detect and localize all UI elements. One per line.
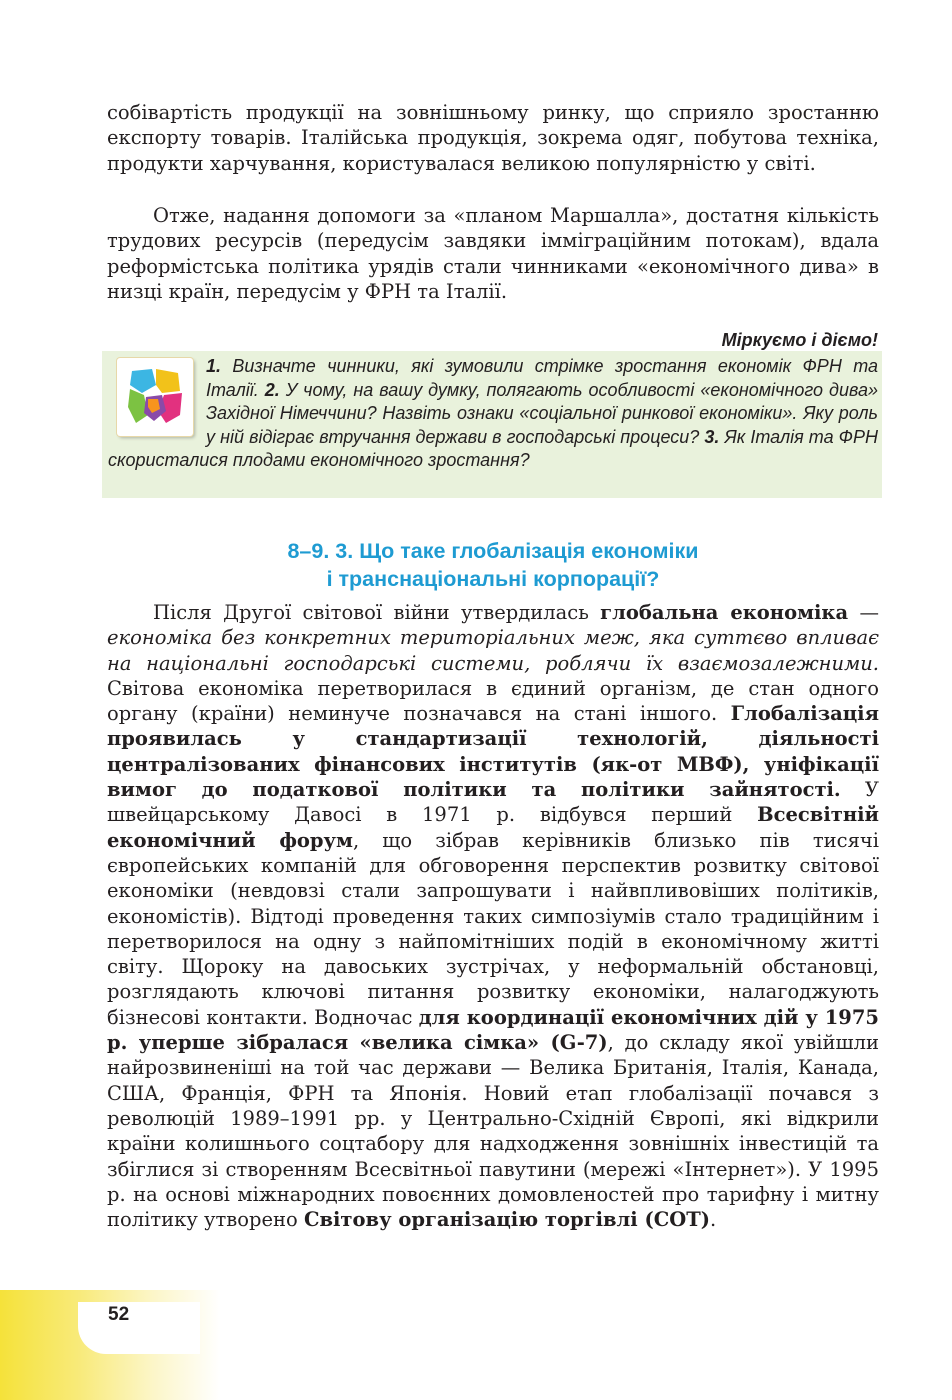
- body-text: , що зібрав керівників близько пів тисячі європейських компаній для обговорення перспектив розвитку світової економіки (невдовзі стали запрошувати і найвпливовіших політиків, економістів). Відтоді проведення таких симпозіумів стало традиційним і перетворилося на одну з найпомітніших подій в економічному житті світу. Щороку на давоських зустрічах, у неформальній обстановці, розглядають ключові питання розвитку економіки, налагоджують бізнесові контакти. Водночас: [107, 828, 879, 1029]
- term-g7: для координації економічних дій у 1975 р. уперше зібралася «велика сімка» (G-7): [107, 1005, 879, 1055]
- page-number: 52: [108, 1304, 130, 1325]
- term-globalization: Глобалізація проявилась у стандартизації технологій, діяльності централізованих фінансових інститутів (як-от МВФ), уніфікації вимог до податкової політики та політики зайнятості.: [107, 702, 879, 802]
- body-text: Після Другої світової війни утвердилась: [153, 601, 601, 624]
- section-heading-line-2: і транснаціональні корпорації?: [326, 567, 660, 591]
- body-text: —: [848, 601, 879, 624]
- question-2-text: У чому, на вашу думку, полягають особливості «економічного дива» Західної Німеччини? Назвіть ознаки «соціальної ринкової економіки». Яку роль у ній відіграє втручання держави в господарські процеси?: [206, 379, 878, 447]
- body-text: Світова економіка перетворилася в єдиний організм, де стан одного органу (країни) неминуче позначався на стані іншого.: [107, 676, 879, 726]
- question-2-number: 2.: [264, 379, 280, 400]
- intro-paragraph-1: собівартість продукції на зовнішньому ринку, що сприяло зростанню експорту товарів. Італійська продукція, зокрема одяг, побутова техніка, продукти харчування, користувалася великою популярністю у світі.: [107, 101, 879, 175]
- term-world-economic-forum: Всесвітній економічний форум: [107, 803, 879, 852]
- question-3-number: 3.: [704, 426, 720, 447]
- body-text: , до складу якої увійшли найрозвиненіші на той час держави — Велика Британія, Італія, Канада, США, Франція, ФРН та Японія. Новий етап глобалізації почався з революцій 1989–1991 рр. у Центрально-Східній Європі, які відкрили країни колишнього соцтабору для надходження зовнішніх інвестицій та збіглися зі створенням Всесвітньої павутини (мережі «Інтернет»). У 1995 р. на основі міжнародних повоєнних домовленостей про тарифну і митну політику утворено: [107, 1031, 879, 1232]
- term-global-economy: глобальна економіка: [600, 601, 849, 624]
- body-paragraph: [107, 600, 879, 1232]
- term-wto: Світову організацію торгівлі (СОТ): [303, 1208, 710, 1232]
- question-1-text: Визначте чинники, які зумовили стрімке зростання економік ФРН та Італії.: [206, 356, 878, 400]
- intro-paragraph-2: Отже, надання допомоги за «планом Маршалла», достатня кількість трудових ресурсів (передусім завдяки імміграційним потокам), вдала реформістська політика урядів стали чинниками «економічного дива» в низці країн, передусім у ФРН та Італії.: [107, 204, 879, 303]
- body-text: У швейцарському Давосі в 1971 р. відбувся перший: [107, 778, 879, 827]
- section-heading-line-1: 8–9. 3. Що таке глобалізація економіки: [287, 539, 699, 563]
- body-text: .: [709, 1208, 717, 1232]
- definition-global-economy: економіка без конкретних територіальних меж, яка суттєво впливає на національні господарські системи, роблячи їх взаємозалежними.: [107, 626, 879, 675]
- hands-puzzle-icon-front: [117, 358, 193, 436]
- question-3-text: Як Італія та ФРН скористалися плодами економічного зростання?: [108, 426, 878, 471]
- section-heading: [107, 537, 879, 593]
- page-number-tab: [78, 1302, 200, 1354]
- think-act-title: Міркуємо і діємо!: [721, 330, 878, 350]
- questions-block: [108, 355, 878, 473]
- question-1-number: 1.: [206, 356, 222, 376]
